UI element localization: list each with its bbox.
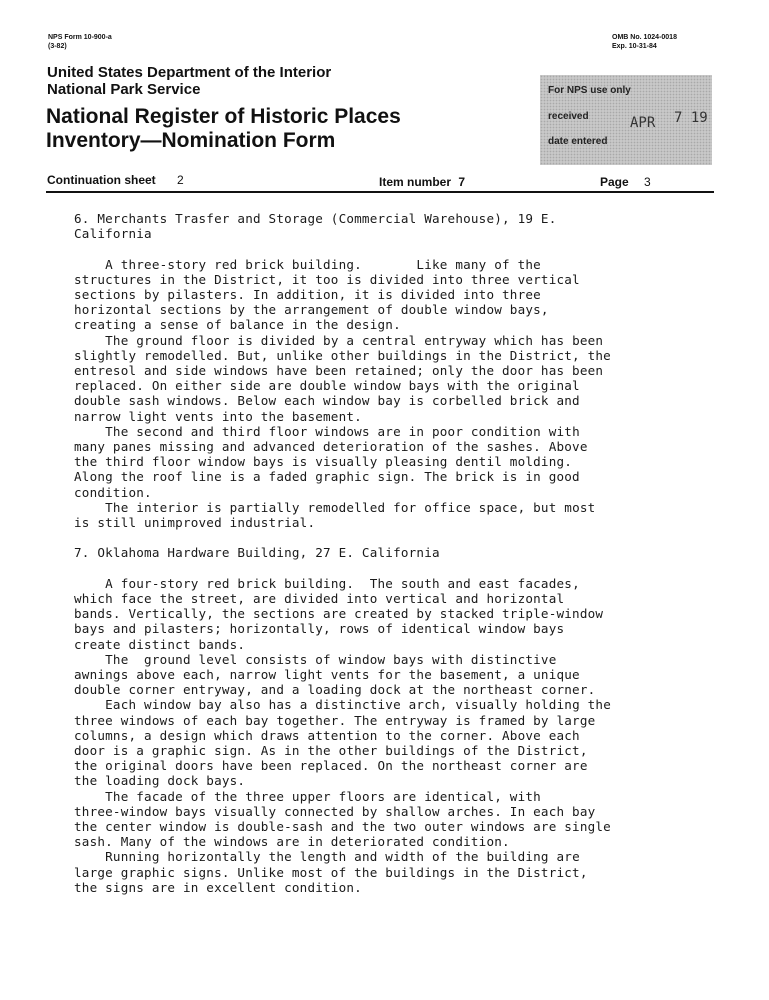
text-line: 6. Merchants Trasfer and Storage (Commercial Warehouse), 19 E.: [74, 211, 557, 226]
text-line: 7. Oklahoma Hardware Building, 27 E. California: [74, 545, 440, 561]
continuation-sheet: [47, 173, 184, 187]
text-line: Along the roof line is a faded graphic sign. The brick is in good: [74, 469, 580, 485]
text-line: large graphic signs. Unlike most of the buildings in the District,: [74, 864, 588, 880]
page-label: Page: [600, 175, 629, 189]
form-subtitle: Inventory—Nomination Form: [46, 129, 336, 152]
expiration-date: Exp. 10-31-84: [612, 43, 657, 50]
text-line: creating a sense of balance in the design.: [74, 317, 401, 333]
page-number: [600, 175, 651, 189]
text-line: three-window bays visually connected by shallow arches. In each bay: [74, 803, 596, 819]
nps-use-only-label: For NPS use only: [548, 85, 631, 96]
text-line: bays and pilasters; horizontally, rows of identical window bays: [74, 621, 565, 637]
header-divider: [46, 191, 714, 193]
text-line: The ground level consists of window bays with distinctive: [74, 651, 557, 667]
text-line: door is a graphic sign. As in the other buildings of the District,: [74, 743, 588, 759]
text-line: the loading dock bays.: [74, 773, 246, 789]
item-number-value: 7: [458, 175, 466, 189]
text-line: The interior is partially remodelled for office space, but most: [74, 499, 596, 515]
omb-number: OMB No. 1024-0018: [612, 34, 677, 41]
blank-line: [74, 530, 714, 545]
text-line: the third floor window bays is visually pleasing dentil molding.: [74, 454, 573, 470]
text-line: structures in the District, it too is divided into three vertical: [74, 271, 580, 287]
text-line: condition.: [74, 484, 152, 500]
continuation-sheet-value: 2: [177, 173, 184, 187]
text-line: awnings above each, narrow light vents for the basement, a unique: [74, 667, 580, 683]
blank-line: [74, 561, 714, 576]
text-line: the signs are in excellent condition.: [74, 879, 362, 895]
text-line: Running horizontally the length and width of the building are: [74, 849, 580, 865]
text-line: columns, a design which draws attention to the corner. Above each: [74, 727, 580, 743]
received-stamp-month: APR: [630, 115, 656, 131]
text-line: double sash windows. Below each window bay is corbelled brick and: [74, 393, 580, 409]
form-revision: (3-82): [48, 43, 67, 50]
text-line: slightly remodelled. But, unlike other buildings in the District, the: [74, 347, 611, 363]
text-line: The ground floor is divided by a central entryway which has been: [74, 332, 604, 348]
text-line: the original doors have been replaced. On the northeast corner are: [74, 758, 588, 774]
text-line: which face the street, are divided into vertical and horizontal: [74, 591, 565, 607]
text-line: replaced. On either side are double window bays with the original: [74, 378, 580, 394]
date-entered-label: date entered: [548, 136, 608, 147]
text-line: entresol and side windows have been retained; only the door has been: [74, 363, 604, 379]
form-number: NPS Form 10-900-a: [48, 34, 112, 41]
text-line: is still unimproved industrial.: [74, 515, 316, 531]
text-line: sections by pilasters. In addition, it is divided into three: [74, 287, 541, 302]
text-line: three windows of each bay together. The entryway is framed by large: [74, 712, 596, 728]
text-line: California: [74, 226, 152, 242]
received-stamp-day: 7 19: [674, 110, 708, 126]
page-value: 3: [644, 175, 651, 189]
department-name: United States Department of the Interior: [47, 64, 332, 81]
text-line: narrow light vents into the basement.: [74, 408, 362, 424]
text-line: many panes missing and advanced deterioration of the sashes. Above: [74, 439, 588, 455]
text-line: bands. Vertically, the sections are created by stacked triple-window: [74, 606, 604, 622]
form-title: National Register of Historic Places: [46, 105, 401, 128]
text-line: create distinct bands.: [74, 636, 246, 652]
text-line: sash. Many of the windows are in deteriorated condition.: [74, 834, 510, 850]
blank-line: [74, 241, 714, 256]
continuation-sheet-label: Continuation sheet: [47, 173, 156, 187]
text-line: double corner entryway, and a loading dock at the northeast corner.: [74, 682, 596, 698]
service-name: National Park Service: [47, 81, 201, 98]
text-line: the center window is double-sash and the two outer windows are single: [74, 819, 611, 835]
received-label: received: [548, 111, 589, 122]
text-line: Each window bay also has a distinctive arch, visually holding the: [74, 697, 611, 713]
text-line: horizontal sections by the arrangement of double window bays,: [74, 302, 549, 318]
nomination-body-text: [74, 211, 714, 895]
text-line: The second and third floor windows are in poor condition with: [74, 423, 580, 439]
item-number-label: Item number: [379, 175, 452, 189]
item-number: [379, 175, 465, 189]
nps-use-only-box: [540, 75, 712, 165]
text-line: A three-story red brick building. Like many of the: [74, 256, 541, 272]
text-line: The facade of the three upper floors are identical, with: [74, 788, 541, 804]
text-line: A four-story red brick building. The south and east facades,: [74, 575, 580, 591]
